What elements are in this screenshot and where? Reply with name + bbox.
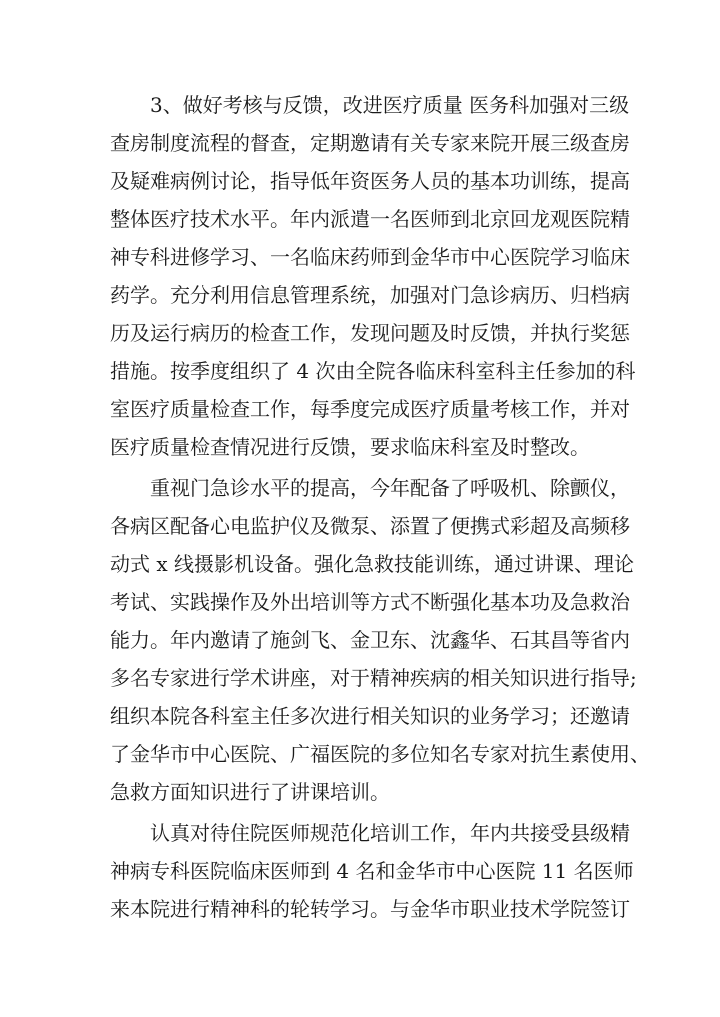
paragraph-1-line-3: 及疑难病例讨论，指导低年资医务人员的基本功训练，提高	[110, 169, 630, 193]
paragraph-2-line-5: 能力。年内邀请了施剑飞、金卫东、沈鑫华、石其昌等省内	[110, 628, 630, 652]
paragraph-2-line-2: 各病区配备心电监护仪及微泵、添置了便携式彩超及高频移	[110, 514, 630, 538]
paragraph-3-line-1: 认真对待住院医师规范化培训工作，年内共接受县级精	[150, 821, 630, 845]
paragraph-2-line-6: 多名专家进行学术讲座，对于精神疾病的相关知识进行指导;	[110, 666, 637, 690]
paragraph-1-line-4: 整体医疗技术水平。年内派遣一名医师到北京回龙观医院精	[110, 207, 630, 231]
paragraph-2-line-8: 了金华市中心医院、广福医院的多位知名专家对抗生素使用、	[110, 742, 650, 766]
paragraph-2-line-9: 急救方面知识进行了讲课培训。	[110, 780, 390, 804]
paragraph-2-line-4: 考试、实践操作及外出培训等方式不断强化基本功及急救治	[110, 590, 630, 614]
paragraph-2-line-7: 组织本院各科室主任多次进行相关知识的业务学习；还邀请	[110, 704, 630, 728]
paragraph-2-line-3: 动式 x 线摄影机设备。强化急救技能训练，通过讲课、理论	[110, 552, 634, 576]
paragraph-1-line-9: 室医疗质量检查工作，每季度完成医疗质量考核工作，并对	[110, 397, 630, 421]
paragraph-1-line-7: 历及运行病历的检查工作，发现问题及时反馈，并执行奖惩	[110, 321, 630, 345]
paragraph-1-line-8: 措施。按季度组织了 4 次由全院各临床科室科主任参加的科	[110, 359, 636, 383]
paragraph-1-line-5: 神专科进修学习、一名临床药师到金华市中心医院学习临床	[110, 245, 630, 269]
paragraph-1-line-2: 查房制度流程的督查，定期邀请有关专家来院开展三级查房	[110, 131, 630, 155]
paragraph-3-line-3: 来本院进行精神科的轮转学习。与金华市职业技术学院签订	[110, 897, 630, 921]
paragraph-3-line-2: 神病专科医院临床医师到 4 名和金华市中心医院 11 名医师	[110, 859, 634, 883]
paragraph-2-line-1: 重视门急诊水平的提高，今年配备了呼吸机、除颤仪，	[150, 476, 630, 500]
paragraph-1-line-10: 医疗质量检查情况进行反馈，要求临床科室及时整改。	[110, 435, 590, 459]
paragraph-1-line-1: 3、做好考核与反馈，改进医疗质量 医务科加强对三级	[150, 93, 630, 117]
paragraph-1-line-6: 药学。充分利用信息管理系统，加强对门急诊病历、归档病	[110, 283, 630, 307]
